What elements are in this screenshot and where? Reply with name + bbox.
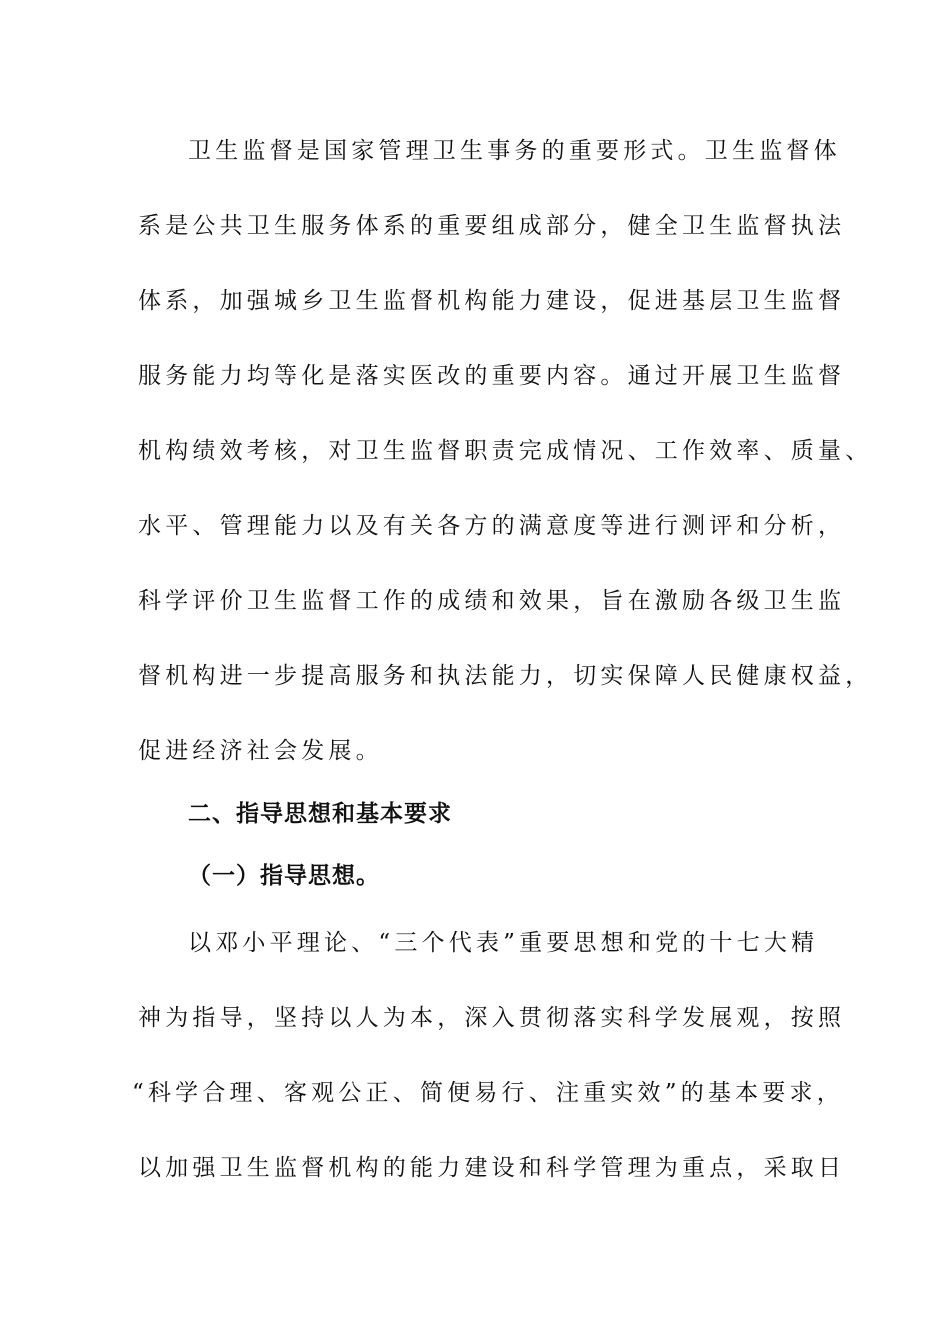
subsection-heading: （一）指导思想。 xyxy=(188,863,380,889)
paragraph-1-line-8: 督机构进一步提高服务和执法能力，切实保障人民健康权益， xyxy=(138,663,873,689)
paragraph-1-line-5: 机构绩效考核，对卫生监督职责完成情况、工作效率、质量、 xyxy=(138,438,873,464)
paragraph-1-line-9: 促进经济社会发展。 xyxy=(138,738,383,764)
paragraph-1-line-3: 体系，加强城乡卫生监督机构能力建设，促进基层卫生监督 xyxy=(138,288,846,314)
paragraph-2-line-2: 神为指导，坚持以人为本，深入贯彻落实科学发展观，按照 xyxy=(138,1005,846,1031)
paragraph-1-line-6: 水平、管理能力以及有关各方的满意度等进行测评和分析， xyxy=(138,513,846,539)
paragraph-1-line-2: 系是公共卫生服务体系的重要组成部分，健全卫生监督执法 xyxy=(138,213,846,239)
paragraph-1-line-7: 科学评价卫生监督工作的成绩和效果，旨在激励各级卫生监 xyxy=(138,588,846,614)
paragraph-2-line-1: 以邓小平理论、“三个代表”重要思想和党的十七大精 xyxy=(188,930,819,956)
paragraph-2-line-4: 以加强卫生监督机构的能力建设和科学管理为重点，采取日 xyxy=(138,1155,846,1181)
paragraph-1-line-4: 服务能力均等化是落实医改的重要内容。通过开展卫生监督 xyxy=(138,363,846,389)
paragraph-2-line-3: “科学合理、客观公正、简便易行、注重实效”的基本要求， xyxy=(132,1080,844,1106)
section-heading: 二、指导思想和基本要求 xyxy=(188,801,452,827)
paragraph-1-line-1: 卫生监督是国家管理卫生事务的重要形式。卫生监督体 xyxy=(188,138,841,164)
